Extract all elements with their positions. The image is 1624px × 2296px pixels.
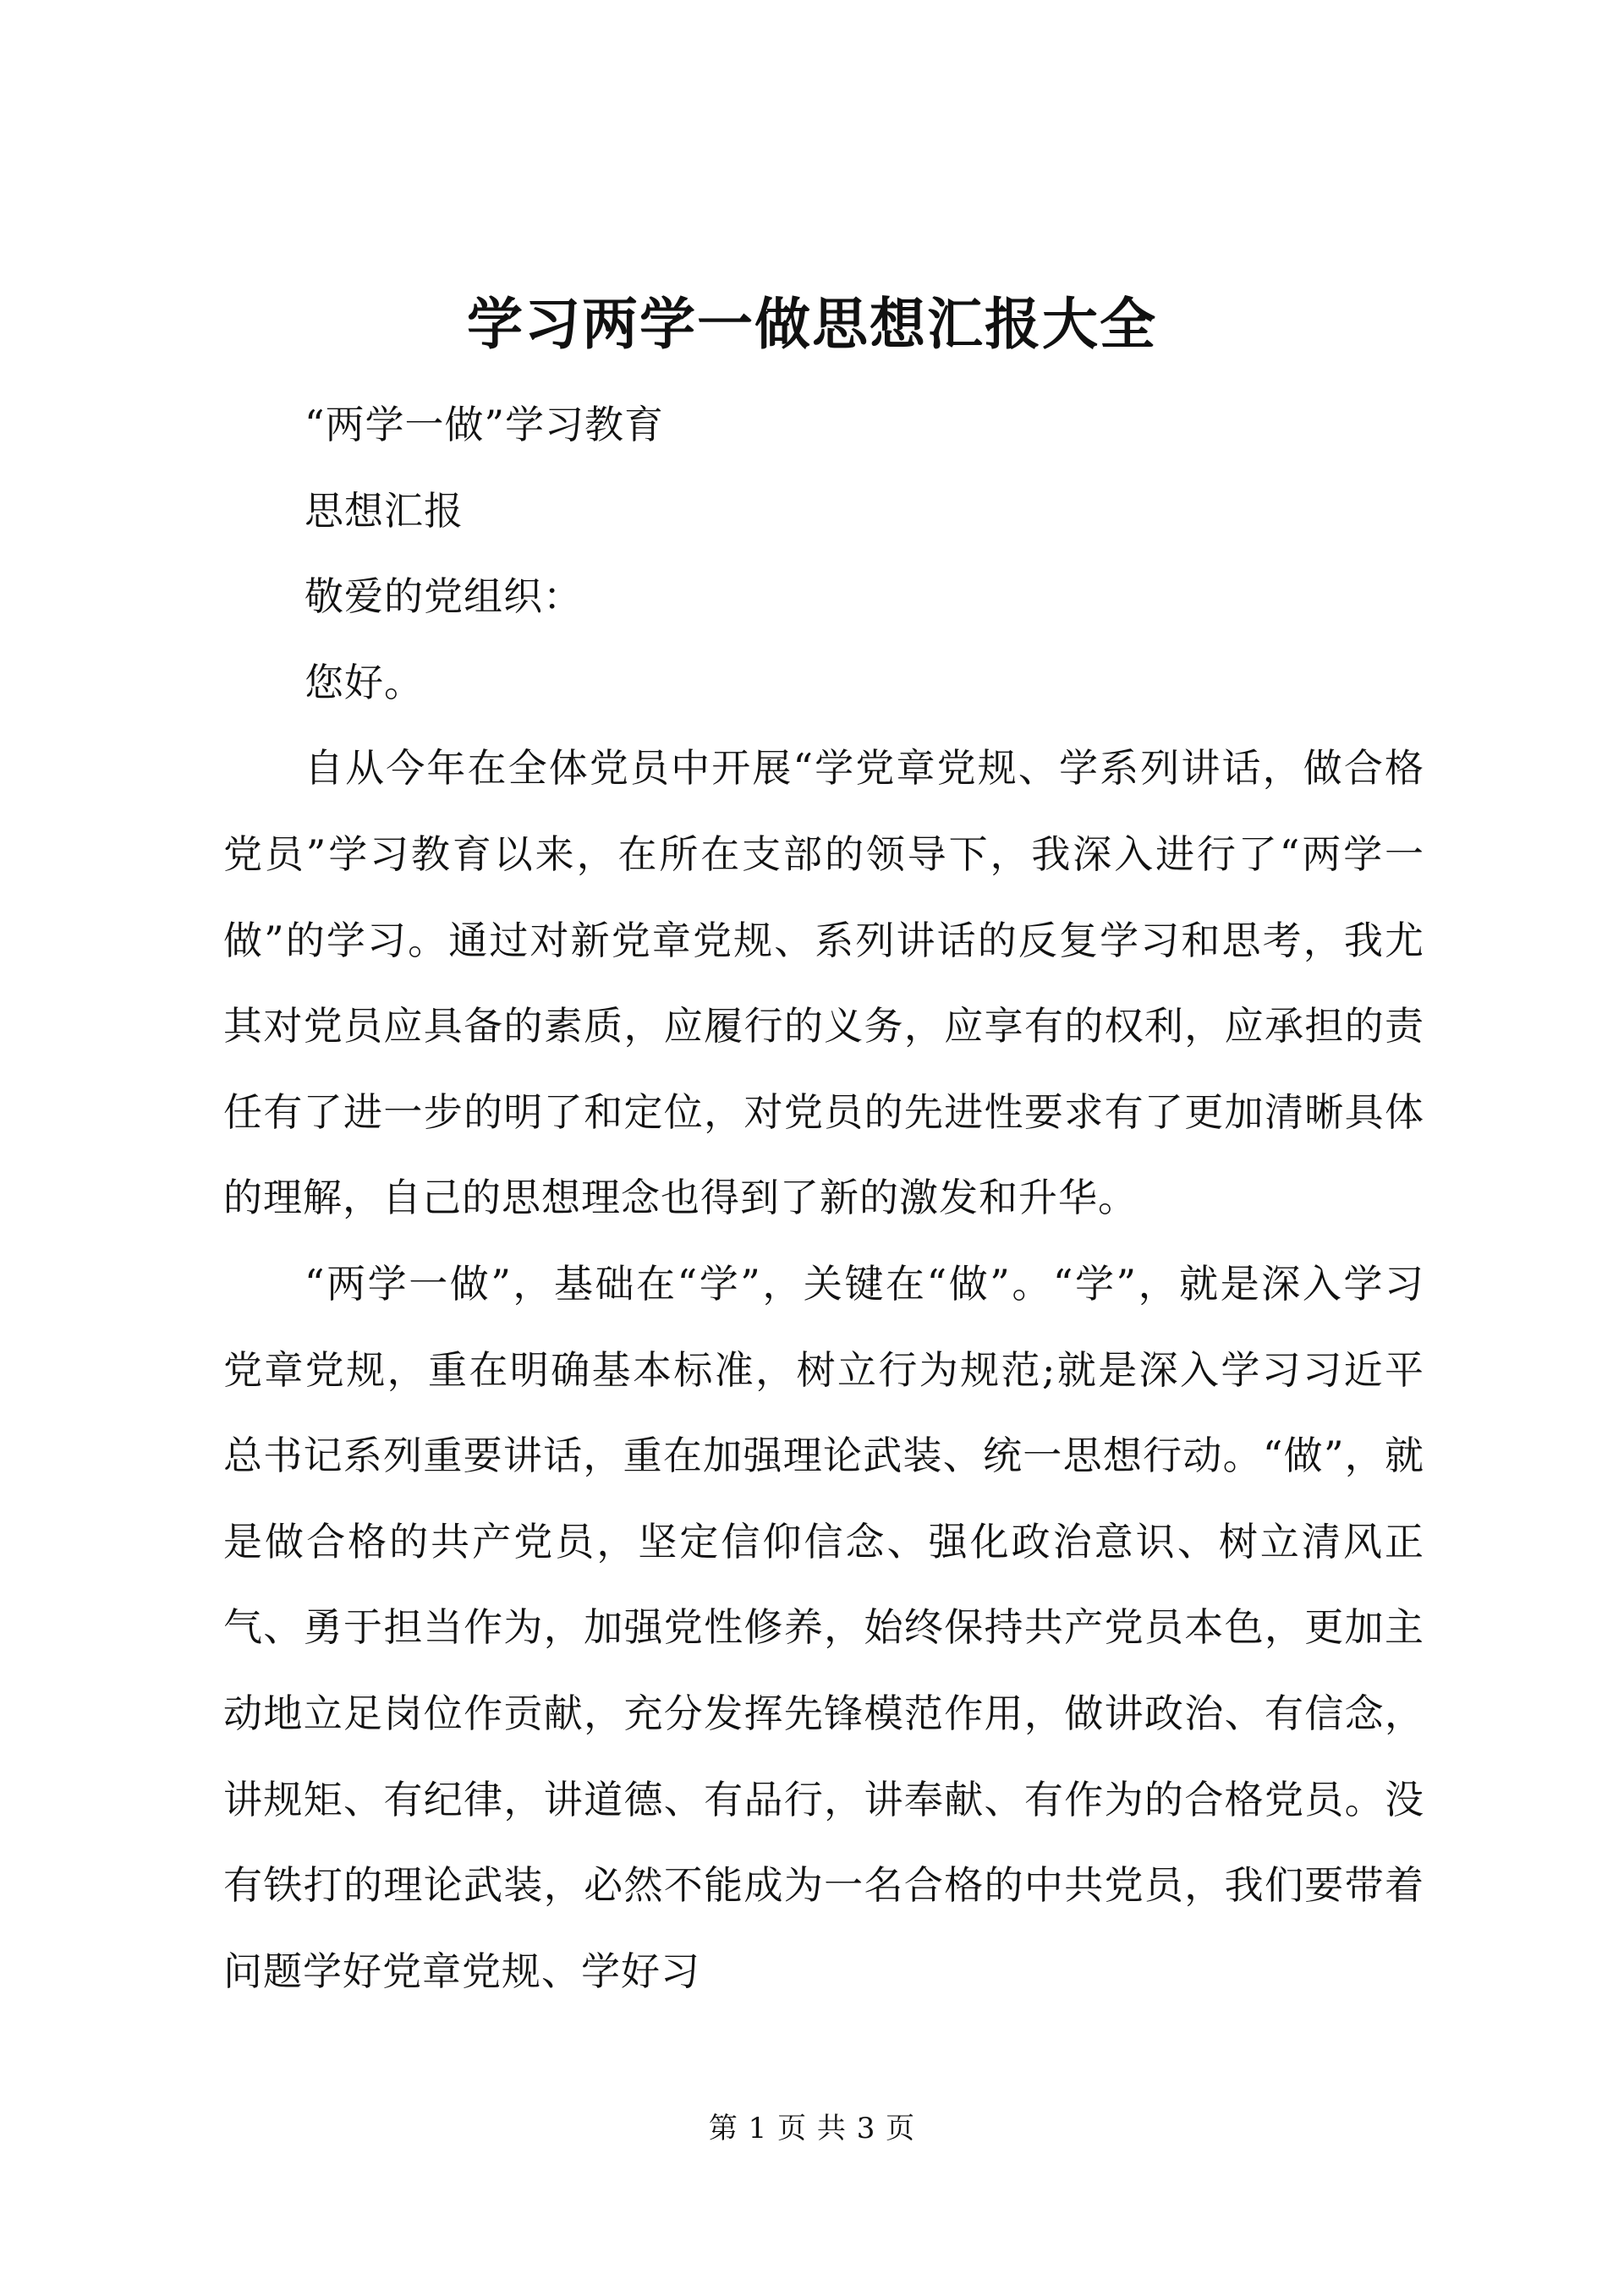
document-title: 学习两学一做思想汇报大全 [467, 291, 1157, 357]
paragraph-report-type: 思想汇报 [304, 487, 464, 534]
page-footer: 第 1 页 共 3 页 [708, 2112, 916, 2145]
paragraph-salutation: 敬爱的党组织： [304, 573, 583, 620]
paragraph-greeting: 您好。 [304, 659, 424, 705]
paragraph-subject: “两学一做”学习教育 [304, 402, 665, 447]
document-body [223, 382, 1424, 2014]
paragraph-body: “两学一做”，基础在“学”，关键在“做”。“学”，就是深入学习党章党规，重在明确基本标准，树立行为规范;就是深入学习习近平总书记系列重要讲话，重在加强理论武装、统一思想行动。“做”，就是做合格的共产党员，坚定信仰信念、强化政治意识、树立清风正气、勇于担当作为，加强党性修养，始终保持共产党员本色，更加主动地立足岗位作贡献，充分发挥先锋模范作用，做讲政治、有信念，讲规矩、有纪律，讲道德、有品行，讲奉献、有作为的合格党员。没有铁打的理论武装，必然不能成为一名合格的中共党员，我们要带着问题学好党章党规、学好习 [223, 1260, 1424, 1994]
paragraph-body: 自从今年在全体党员中开展“学党章党规、学系列讲话，做合格党员”学习教育以来，在所在支部的领导下，我深入进行了“两学一做”的学习。通过对新党章党规、系列讲话的反复学习和思考，我尤其对党员应具备的素质，应履行的义务，应享有的权利，应承担的责任有了进一步的明了和定位，对党员的先进性要求有了更加清晰具体的理解，自己的思想理念也得到了新的激发和升华。 [223, 745, 1424, 1221]
